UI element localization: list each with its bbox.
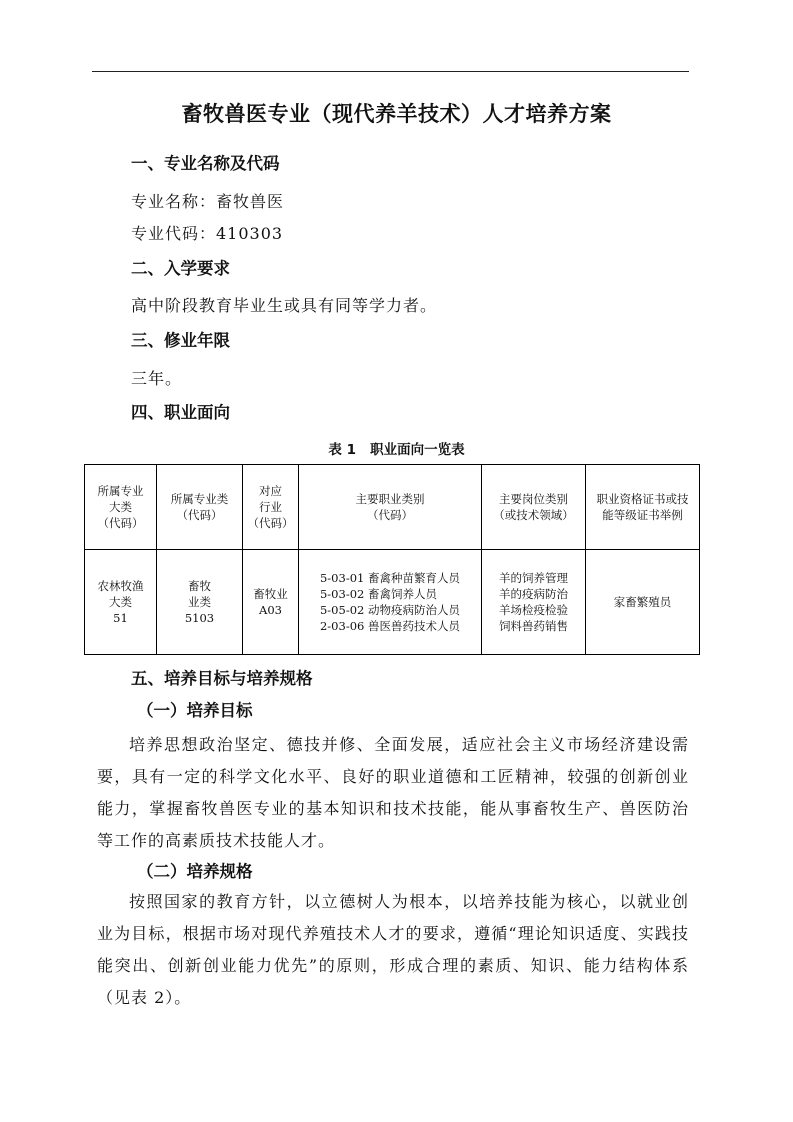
cell-positions: 羊的饲养管理 羊的疫病防治 羊场检疫检验 饲料兽药销售 [482,550,586,655]
cell-major-category: 农林牧渔 大类 51 [85,550,157,655]
header-industry: 对应 行业 （代码） [243,465,299,550]
major-code-line: 专业代码：410303 [131,224,284,243]
cell-major-class: 畜牧 业类 5103 [157,550,243,655]
cell-industry: 畜牧业 A03 [243,550,299,655]
header-major-class: 所属专业类 （代码） [157,465,243,550]
cell-occupations: 5-03-01 畜禽种苗繁育人员 5-03-02 畜禽饲养人员 5-05-02 动物疫病防治人员 2-03-06 兽医兽药技术人员 [299,550,482,655]
subsection-specs-heading: （二）培养规格 [137,862,253,881]
goals-paragraph: 培养思想政治坚定、德技并修、全面发展，适应社会主义市场经济建设需要，具有一定的科学文化水平、良好的职业道德和工匠精神，较强的创新创业能力，掌握畜牧兽医专业的基本知识和技术技能，能从事畜牧生产、兽医防治等工作的高素质技术技能人才。 [97,735,689,850]
header-rule [92,71,689,72]
header-occupation: 主要职业类别 （代码） [299,465,482,550]
section-4-heading: 四、职业面向 [131,403,230,422]
document-title: 畜牧兽医专业（现代养羊技术）人才培养方案 [181,102,612,126]
header-major-category: 所属专业 大类 （代码） [85,465,157,550]
cell-certificates: 家畜繁殖员 [586,550,700,655]
header-certificates: 职业资格证书或技 能等级证书举例 [586,465,700,550]
admission-text: 高中阶段教育毕业生或具有同等学力者。 [131,296,438,315]
duration-text: 三年。 [131,369,183,388]
subsection-goals-heading: （一）培养目标 [137,701,253,720]
section-3-heading: 三、修业年限 [131,331,230,350]
section-1-heading: 一、专业名称及代码 [131,154,280,173]
section-5-heading: 五、培养目标与培养规格 [131,669,313,688]
career-table [84,464,700,655]
specs-paragraph: 按照国家的教育方针，以立德树人为根本，以培养技能为核心，以就业创业为目标，根据市场对现代养殖技术人才的要求，遵循“理论知识适度、实践技能突出、创新创业能力优先”的原则，形成合理的素质、知识、能力结构体系（见表 2）。 [97,892,689,1007]
table-header-row [85,465,700,550]
header-positions: 主要岗位类别 （或技术领域） [482,465,586,550]
major-name-line: 专业名称：畜牧兽医 [131,192,285,211]
table-caption: 表 1 职业面向一览表 [328,442,465,458]
section-2-heading: 二、入学要求 [131,259,230,278]
table-row [85,550,700,655]
